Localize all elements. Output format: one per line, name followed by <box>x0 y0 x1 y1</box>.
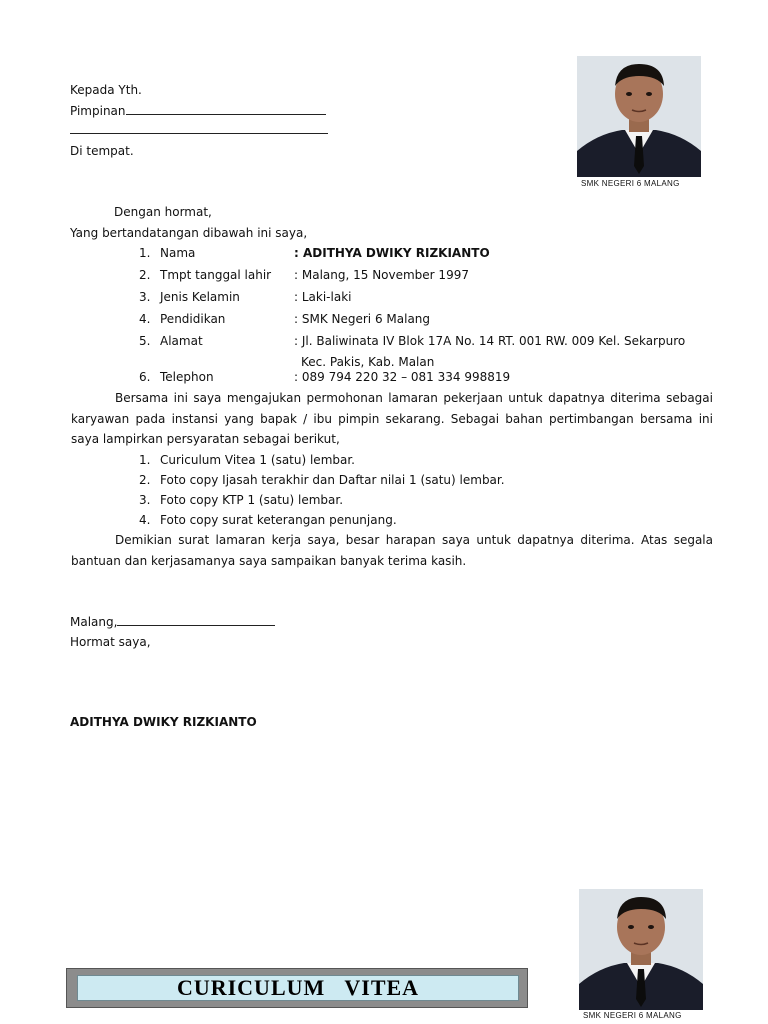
photo-caption: SMK NEGERI 6 MALANG <box>581 179 680 188</box>
attachment-no: 3. <box>139 493 151 507</box>
detail-no: 2. <box>139 268 151 282</box>
attachment-no: 4. <box>139 513 151 527</box>
recipient-pimpinan <box>70 102 326 119</box>
body-paragraph-2 <box>71 530 713 571</box>
greeting: Dengan hormat, <box>114 205 212 219</box>
detail-label: Pendidikan <box>160 312 226 326</box>
attachment-item: Curiculum Vitea 1 (satu) lembar. <box>160 453 355 467</box>
intro: Yang bertandatangan dibawah ini saya, <box>70 226 308 240</box>
detail-value: : SMK Negeri 6 Malang <box>294 312 431 326</box>
pimpinan-blank <box>126 102 326 115</box>
detail-no: 3. <box>139 290 151 304</box>
attachment-item: Foto copy Ijasah terakhir dan Daftar nilai 1 (satu) lembar. <box>160 473 505 487</box>
detail-label: Jenis Kelamin <box>160 290 240 304</box>
attachment-no: 2. <box>139 473 151 487</box>
address-blank-line <box>70 133 328 134</box>
detail-label: Alamat <box>160 334 203 348</box>
detail-value-continued: Kec. Pakis, Kab. Malan <box>301 355 435 369</box>
photo-caption-cv: SMK NEGERI 6 MALANG <box>583 1011 682 1020</box>
recipient-line: Kepada Yth. <box>70 83 142 97</box>
recipient-place: Di tempat. <box>70 144 134 158</box>
detail-no: 1. <box>139 246 151 260</box>
attachment-no: 1. <box>139 453 151 467</box>
detail-value-name: : ADITHYA DWIKY RIZKIANTO <box>294 246 490 260</box>
date-blank <box>117 613 275 626</box>
cv-title-box <box>66 968 528 1008</box>
attachment-item: Foto copy KTP 1 (satu) lembar. <box>160 493 344 507</box>
paragraph-1-text: Bersama ini saya mengajukan permohonan lamaran pekerjaan untuk dapatnya diterima sebagai karyawan pada instansi yang bapak / ibu pimpin sekarang. Sebagai bahan pertimbangan bersama ini saya lampirkan persyaratan sebagai berikut, <box>71 391 713 446</box>
detail-label: Nama <box>160 246 196 260</box>
detail-value: : Jl. Baliwinata IV Blok 17A No. 14 RT. 001 RW. 009 Kel. Sekarpuro <box>294 334 686 348</box>
detail-value: : 089 794 220 32 – 081 334 998819 <box>294 370 511 384</box>
detail-label: Tmpt tanggal lahir <box>160 268 272 282</box>
detail-no: 5. <box>139 334 151 348</box>
detail-label: Telephon <box>160 370 214 384</box>
signature-name: ADITHYA DWIKY RIZKIANTO <box>70 715 257 729</box>
closing-city-label: Malang, <box>70 615 118 629</box>
detail-no: 6. <box>139 370 151 384</box>
applicant-photo-cv <box>579 889 703 1010</box>
detail-no: 4. <box>139 312 151 326</box>
applicant-photo <box>577 56 701 177</box>
paragraph-2-text: Demikian surat lamaran kerja saya, besar harapan saya untuk dapatnya diterima. Atas segala bantuan dan kerjasamanya saya sampaikan banyak terima kasih. <box>71 533 713 568</box>
closing-regards: Hormat saya, <box>70 635 151 649</box>
detail-value: : Malang, 15 November 1997 <box>294 268 469 282</box>
detail-value: : Laki-laki <box>294 290 352 304</box>
attachment-item: Foto copy surat keterangan penunjang. <box>160 513 397 527</box>
cv-title: CURICULUM VITEA <box>77 975 519 1001</box>
closing-city <box>70 613 275 630</box>
pimpinan-label: Pimpinan <box>70 104 126 118</box>
body-paragraph-1 <box>71 388 713 450</box>
